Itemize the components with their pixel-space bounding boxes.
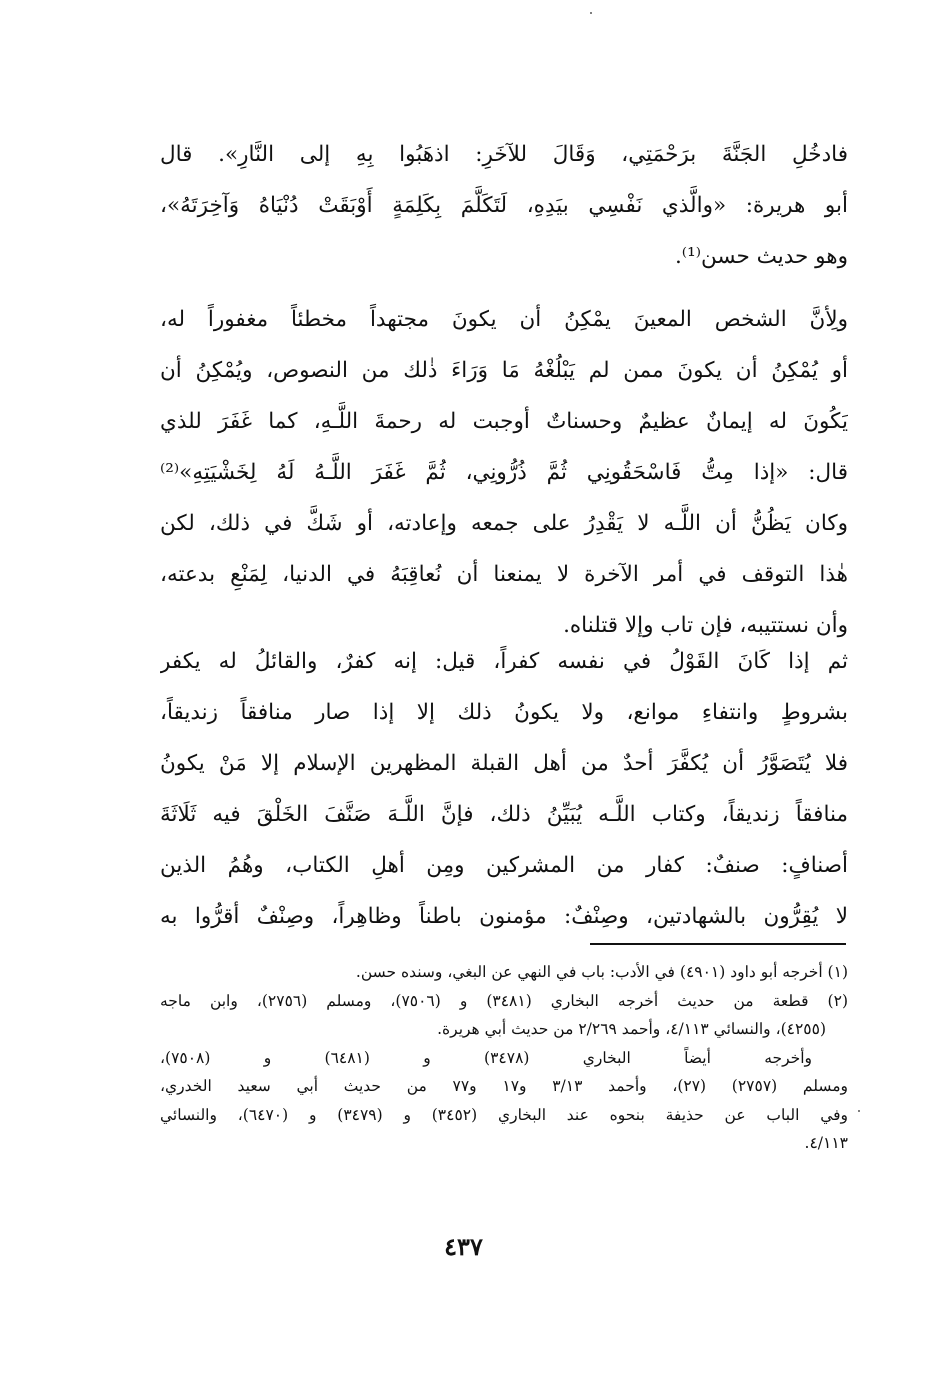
text-line: أبو هريرة: «والَّذي نَفْسِي بيَدِهِ، لَتَكَلَّمَ بِكَلِمَةٍ أَوْبَقَتْ دُنْيَاهُ وَآخِرَتَهُ»،	[160, 193, 848, 218]
text-line: فلا يُتَصَوَّرُ أن يُكفَّرَ أحدٌ من أهل القبلة المظهرين الإسلام إلا مَنْ يكونُ	[160, 751, 848, 776]
text-line: هٰذا التوقف في أمر الآخرة لا يمنعنا أن نُعاقِبَهُ في الدنيا، لِمَنْعِ بدعته،	[160, 562, 848, 587]
footnote-line: (١) أخرجه أبو داود (٤٩٠١) في الأدب: باب في النهي عن البغي، وسنده حسن.	[355, 963, 848, 981]
text-line: وكان يَظُنُّ أن اللَّـه لا يَقْدِرُ على جمعه وإعادته، أو شَكَّ في ذلك، لكن	[160, 511, 848, 536]
text-line: قال: «إذا مِتُّ فَاسْحَقُونِي ثُمَّ ذُرُّونِي، ثُمَّ غَفَرَ اللَّـهُ لَهُ لِخَشْيَتِهِ»⁽²⁾	[160, 460, 848, 485]
text-line: ثم إذا كَانَ القَوْلُ في نفسه كفراً، قيل: إنه كفرٌ، والقائلُ له يكفر	[160, 649, 848, 674]
footnote-2	[160, 987, 848, 1044]
text-line: بشروطٍ وانتفاءِ موانع، ولا يكونُ ذلك إلا إذا صار منافقاً زنديقاً،	[160, 700, 848, 725]
text-line: أو يُمْكِنُ أن يكونَ ممن لم يَبْلُغْهُ مَا وَرَاءَ ذٰلك من النصوص، ويُمْكِنُ أن	[160, 358, 848, 383]
footnote-separator	[590, 943, 846, 945]
scan-speck	[590, 12, 592, 14]
text-line: وهو حديث حسن⁽¹⁾.	[674, 244, 848, 269]
footnote-2-continued	[160, 1044, 848, 1158]
footnote-line: (٢) قطعة من حديث أخرجه البخاري (٣٤٨١) و (٧٥٠٦)، ومسلم (٢٧٥٦)، وابن ماجه	[160, 991, 848, 1010]
text-line: لا يُقِرُّون بالشهادتين، وصِنْفٌ: مؤمنون باطناً وظاهِراً، وصِنْفٌ أقرُّوا به	[160, 904, 848, 929]
text-line: ولِأنَّ الشخص المعينَ يمْكِنُ أن يكونَ مجتهداً مخطئاً مغفوراً له،	[160, 307, 848, 332]
footnote-line: ومسلم (٢٧٥٧) (٢٧)، وأحمد ٣/١٣ و١٧ و٧٧ من حديث أبي سعيد الخدري،	[160, 1077, 848, 1095]
text-line: منافقاً زنديقاً، وكتاب اللَّـه يُبَيِّنُ ذلك، فإنَّ اللَّـهَ صَنَّفَ الخَلْقَ فيه ثَلَاثَةَ	[160, 802, 848, 827]
footnote-line: (٤٢٥٥)، والنسائي ٤/١١٣، وأحمد ٢/٢٦٩ من حديث أبي هريرة.	[437, 1020, 826, 1038]
paragraph-2	[160, 294, 848, 651]
text-line: فادخُلِ الجَنَّةَ برَحْمَتِي، وَقَالَ للآخَرِ: اذهَبُوا بِهِ إلى النَّارِ». قال	[160, 142, 848, 167]
footnotes	[160, 958, 848, 1158]
footnote-line: وأخرجه أيضاً البخاري (٣٤٧٨) و (٦٤٨١) و (٧٥٠٨)،	[160, 1048, 813, 1067]
text-line: وأن نستتيبه، فإن تاب وإلا قتلناه.	[563, 613, 848, 638]
paragraph-1	[160, 129, 848, 282]
text-line: يَكُونَ له إيمانٌ عظيمٌ وحسناتٌ أوجبت له رحمةَ اللَّـهِ، كما غَفَرَ للذي	[160, 409, 848, 434]
page-number: ٤٣٧	[444, 1232, 483, 1261]
scan-speck	[858, 1110, 860, 1112]
text-line: أصنافٍ: صنفٌ: كفار من المشركين ومِن أهلِ الكتاب، وهُمُ الذين	[160, 853, 848, 878]
footnote-line: ٤/١١٣.	[804, 1134, 848, 1152]
footnote-1	[160, 958, 848, 987]
paragraph-3	[160, 636, 848, 942]
footnote-line: وفي الباب عن حذيفة بنحوه عند البخاري (٣٤٥٢) و (٣٤٧٩) و (٦٤٧٠)، والنسائي	[160, 1105, 848, 1124]
